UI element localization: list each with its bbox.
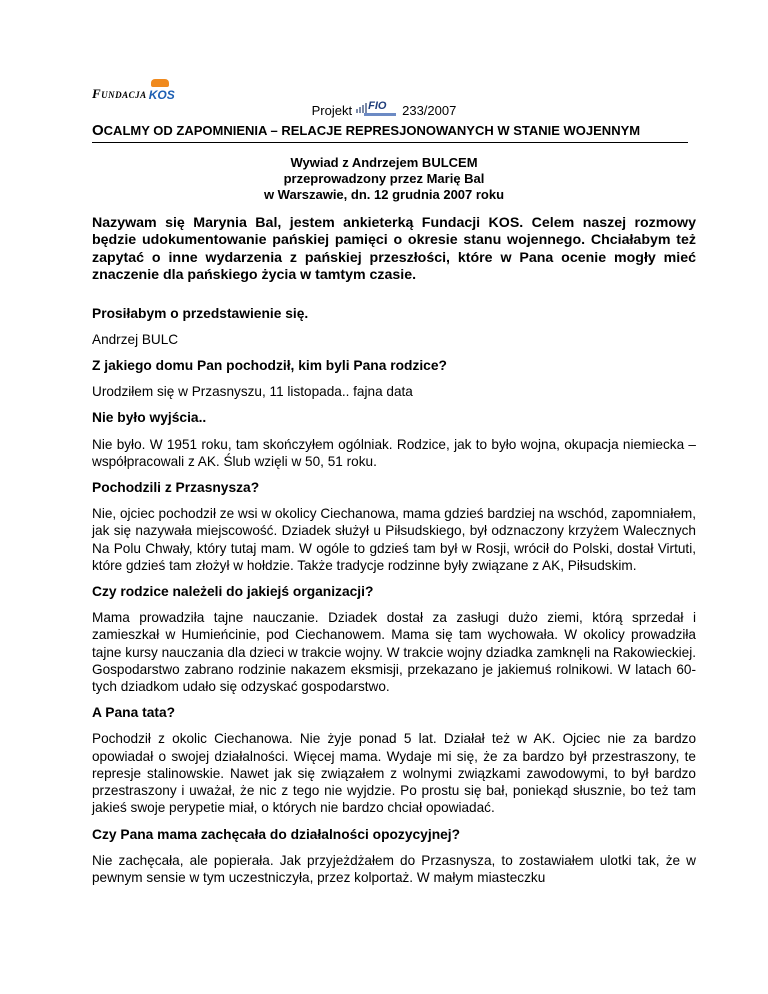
interview-line-3: w Warszawie, dn. 12 grudnia 2007 roku bbox=[263, 187, 505, 202]
title-divider bbox=[92, 142, 688, 143]
interview-content bbox=[92, 215, 696, 895]
answer: Nie zachęcała, ale popierała. Jak przyjeżdżałem do Przasnysza, to zostawiałem ulotki tak, że w pewnym sensie w tym uczestniczyła, przez kolportaż. W małym miasteczku bbox=[92, 852, 696, 885]
interview-line-2: przeprowadzony przez Marię Bal bbox=[283, 171, 485, 186]
logo-brand: KOS bbox=[148, 88, 175, 102]
fio-logo-text: FIO bbox=[368, 100, 387, 112]
fundacja-kos-logo bbox=[92, 80, 175, 102]
question: Czy Pana mama zachęcała do działalności opozycyjnej? bbox=[92, 826, 461, 842]
project-prefix: Projekt bbox=[311, 102, 353, 118]
fio-logo-icon bbox=[356, 100, 398, 120]
answer: Pochodził z okolic Ciechanowa. Nie żyje ponad 5 lat. Działał też w AK. Ojciec nie za bardzo opowiadał o swojej działalności. Więcej mama. Wydaje mi się, że za bardzo był przestraszony, te represje stalinowskie. Nawet jak się związałem z wolnymi związkami zawodowymi, to był bardzo przestraszony i uważał, że nic z tego nie wyjdzie. Po prostu się bał, poniekąd słusznie, bo też tam jakieś swoje perypetie miał, o których nie bardzo chciał opowiadać. bbox=[92, 731, 696, 816]
answer: Andrzej BULC bbox=[92, 331, 179, 347]
answer: Urodziłem się w Przasnyszu, 11 listopada.. fajna data bbox=[92, 384, 413, 400]
answer: Nie było. W 1951 roku, tam skończyłem ogólniak. Rodzice, jak to było wojna, okupacja niemiecka – współpracowali z AK. Ślub wzięli w 50, 51 roku. bbox=[92, 436, 696, 469]
question: Z jakiego domu Pan pochodził, kim byli Pana rodzice? bbox=[92, 358, 447, 374]
answer: Nie, ojciec pochodził ze wsi w okolicy Ciechanowa, mama gdzieś bardziej na wschód, zapomniałem, jak się nazywała miejscowość. Dziadek służył u Piłsudskiego, był odznaczony krzyżem Walecznych Na Polu Chwały, który tutaj mam. W ogóle to gdzieś tam był w Rosji, wrócił do Polski, dostał Virtuti, które gdzieś tam złożył w hołdzie. Także tradycje rodzinne były związane z AK, Piłsudskim. bbox=[92, 506, 696, 573]
interview-heading bbox=[0, 155, 768, 203]
question: Pochodzili z Przasnysza? bbox=[92, 480, 260, 496]
question: Prosiłabym o przedstawienie się. bbox=[92, 305, 309, 321]
project-title: OCALMY OD ZAPOMNIENIA – RELACJE REPRESJONOWANYCH W STANIE WOJENNYM bbox=[92, 122, 641, 139]
question: A Pana tata? bbox=[92, 705, 176, 721]
answer: Mama prowadziła tajne nauczanie. Dziadek dostał za zasługi dużo ziemi, którą sprzedał i zamieszkał w Humieńcinie, pod Ciechanowem. Mama się tam wychowała. W okolicy prowadziła tajne kursy nauczania dla dzieci w trakcie wojny. W trakcie wojny dziadka zamknęli na Rakowieckiej. Gospodarstwo zabrano rodzinie nakazem eksmisji, przekazano je jakiemuś rolnikowi. W latach 60-tych dziadkom udało się odzyskać gospodarstwo. bbox=[92, 610, 696, 695]
project-line bbox=[0, 100, 768, 120]
interview-line-1: Wywiad z Andrzejem BULCEM bbox=[290, 155, 478, 170]
logo-text: Fundacja bbox=[92, 86, 147, 101]
project-number: 233/2007 bbox=[402, 102, 457, 118]
intro-paragraph: Nazywam się Marynia Bal, jestem ankieterką Fundacji KOS. Celem naszej rozmowy będzie udokumentowanie pańskiej pamięci o okresie stanu wojennego. Chciałabym też zapytać o inne wydarzenia z pańskiej przeszłości, które w Pana ocenie mogły mieć znaczenie dla pańskiego życia w tamtym czasie. bbox=[92, 215, 696, 284]
question: Czy rodzice należeli do jakiejś organizacji? bbox=[92, 584, 374, 600]
question: Nie było wyjścia.. bbox=[92, 410, 207, 426]
